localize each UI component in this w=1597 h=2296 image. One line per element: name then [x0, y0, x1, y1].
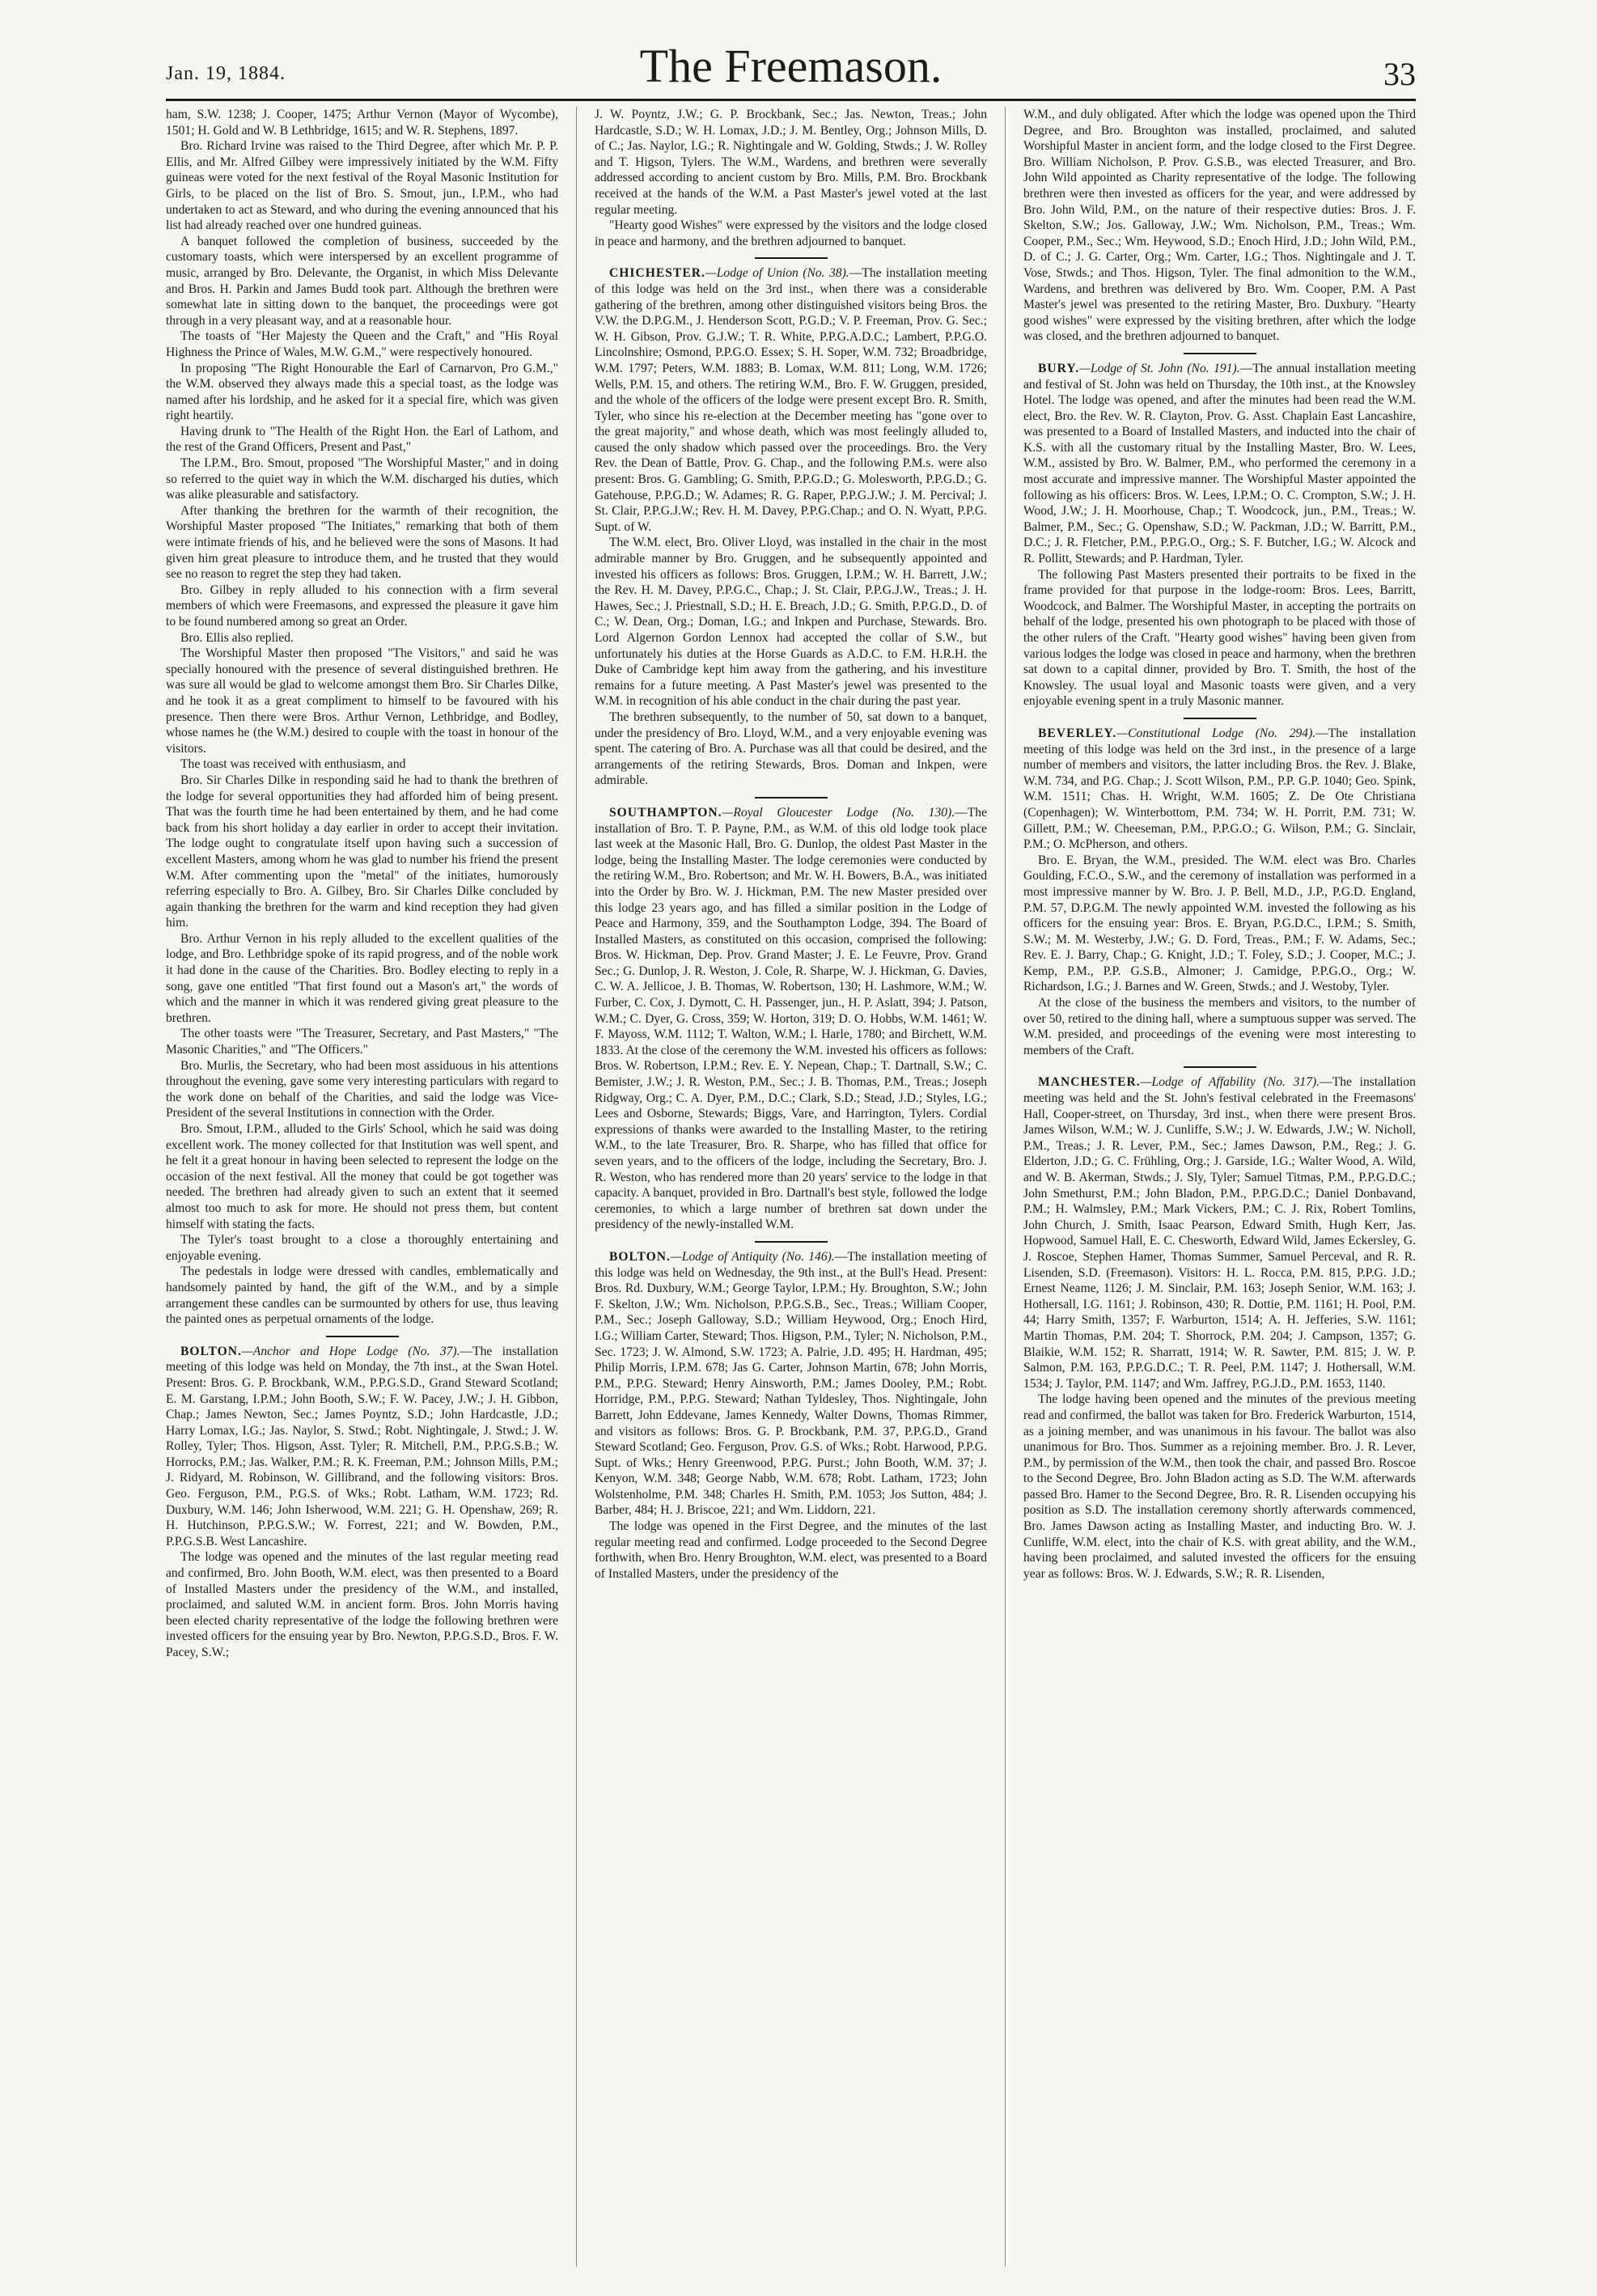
lodge-report-heading [595, 1249, 987, 1519]
report-town: BOLTON. [180, 1344, 242, 1358]
report-town: SOUTHAMPTON. [609, 805, 722, 820]
paragraph: The brethren subsequently, to the number of 50, sat down to a banquet, under the presidency of Bro. Lloyd, W.M., and a very enjoyable evening was spent. The catering of Bro. A. Purchase was all that could be desired, and the arrangements of the retiring Stewards, Bros. Doman and Inkpen, were admirable. [595, 710, 987, 788]
paragraph: The lodge having been opened and the minutes of the previous meeting read and confirmed, the ballot was taken for Bro. Frederick Warburton, 1514, as a joining member, and was unanimous in his favour. The ballot was also unanimous for Bro. Thos. Summer as a rejoining member. Bro. J. R. Lever, P.M., by permission of the W.M., then took the chair, and passed Bro. Roscoe to the Second Degree, Bro. John Bladon acting as S.D. The W.M. afterwards passed Bro. Hamer to the Second Degree, Bro. R. R. Lisenden occupying his position as S.D. The installation ceremony shortly afterwards commenced, Bro. James Dawson acting as Installing Master, and inducting Bro. W. J. Cunliffe, W.M. elect, into the chair of K.S. with great ability, and the W.M., having been proclaimed, and saluted invested the officers for the ensuing year as follows: Bros. W. J. Edwards, S.W.; R. R. Lisenden, [1023, 1392, 1416, 1581]
report-town: BOLTON. [609, 1249, 671, 1264]
column-3 [1023, 107, 1416, 2267]
report-text: —The installation meeting of this lodge was held on Wednesday, the 9th inst., at the Bull's Head. Present: Bros. Rd. Duxbury, W.M.; George Taylor, I.P.M.; Hy. Broughton, S.W.; John F. Skelton, J.W.; Wm. Nicholson, P.P.G.S.B., Sec., Treas.; William Cooper, P.M., Sec.; Joseph Galloway, S.D.; William Heywood, Org.; Enoch Hird, I.G.; William Carter, Steward; Thos. Higson, P.M., Tyler; N. Nicholson, P.M., Sec. 1723; J. W. Almond, S.W. 1723; A. Palrie, J.D. 495; H. Hardman, 495; Philip Morris, I.P.M. 678; Jas G. Carter, Johnson Martin, 678; John Morris, P.M., P.P.G. Steward; Henry Ainsworth, P.M.; James Dooley, P.M.; Robt. Horridge, P.M., P.P.G. Steward; Nathan Tyldesley, Thos. Nightingale, John Barrett, John Eddevane, James Kennedy, Walter Downs, Thomas Rimmer, and visitors as follows: Bros. G. P. Brockbank, P.M. 37, P.P.G.D., Grand Steward Scotland; Geo. Ferguson, Prov. G.S. of Wks.; Robt. Harwood, P.P.G. Supt. of Wks.; Henry Greenwood, P.P.G. Purst.; John Booth, W.M. 37; J. Kenyon, W.M. 348; George Nabb, W.M. 678; Robt. Latham, 1723; John Wolstenholme, P.M. 348; Charles H. Smith, P.M. 1053; Jos Sutton, 484; J. Barber, 484; H. J. Briscoe, 221; and Wm. Liddorn, 221. [595, 1249, 987, 1518]
report-text: —The installation meeting of this lodge was held on the 3rd inst., in the presence of a large number of members and visitors, the latter including Bros. the Rev. J. Blake, W.M. 734, and P.G. Chap.; J. Scott Wilson, P.M., P.P. G.P. 1040; Geo. Spink, W.M. 1511; Chas. H. Wright, W.M. 1605; Z. De Ote Christiana (Copenhagen); W. Winterbottom, P.M. 734; W. H. Porrit, P.M. 731; W. Gillett, P.M.; W. Cheeseman, P.M., P.P.G.O.; G. Wilson, P.M.; G. Sinclair, P.M.; O. McPherson, and others. [1023, 726, 1416, 852]
report-lodge-name: —Lodge of Antiquity (No. 146). [670, 1249, 835, 1264]
paragraph: Bro. E. Bryan, the W.M., presided. The W.M. elect was Bro. Charles Goulding, F.C.O., S.W., and the ceremony of installation was performed in a most impressive manner by W. Bro. J. P. Bell, M.D., J.P., P.G.D. England, P.M. 57, D.P.G.M. The newly appointed W.M. invested the following as his officers for the ensuing year: Bros. E. Bryan, P.G.D.C., I.P.M.; S. Smith, S.W.; M. M. Westerby, J.W.; G. D. Ford, Treas., P.M.; F. W. Adams, Sec.; Rev. E. J. Barry, Chap.; G. Knight, J.D.; T. Foley, S.D.; J. Cooper, M.C.; J. Kemp, P.M., P.P. G.S.B., Almoner; J. Camidge, P.P.G.O., Org.; W. Richardson, I.G.; J. Barnes and W. Green, Stwds.; and J. Westoby, Tyler. [1023, 853, 1416, 994]
paragraph: The W.M. elect, Bro. Oliver Lloyd, was installed in the chair in the most admirable manner by Bro. Gruggen, and he subsequently appointed and invested his officers as follows: Bros. Gruggen, I.P.M.; W. H. Barrett, J.W.; the Rev. H. M. Davey, P.P.G.C., Chap.; J. St. Clair, P.P.G.J.W., Treas.; J. H. Hawes, Sec.; J. Priestnall, S.D.; H. E. Breach, J.D.; G. Smith, P.P.G.D., D. of C.; W. Dean, Org.; Doman, I.G.; and Inkpen and Purchase, Stewards. Bro. Lord Algernon Gordon Lennox had accepted the collar of S.W., but unfortunately his duties at the Horse Guards as A.D.C. to F.M. H.R.H. the Duke of Cambridge kept him away from the gathering, and his investiture remains for a future meeting. A Past Master's jewel was presented to the W.M. in recognition of his able conduct in the chair during the past year. [595, 536, 987, 709]
column-divider [1005, 107, 1006, 2267]
paragraph: The Worshipful Master then proposed "The Visitors," and said he was specially honoured with the presence of several distinguished brethren. He was sure all would be glad to welcome amongst them Bro. Sir Charles Dilke, and he took it as a great compliment to himself to be favoured with his presence. Then there were Bros. Arthur Vernon, Lethbridge, and Bodley, whose names he (the W.M.) desired to couple with the toast in honour of the visitors. [166, 646, 558, 756]
paragraph: A banquet followed the completion of business, succeeded by the customary toasts, which were interspersed by an excellent programme of music, arranged by Bro. Delevante, the Organist, in which Miss Delevante and Bros. H. Parkin and James Budd took part. Although the brethren were somewhat late in sitting down to the banquet, the proceedings were got through in a very pleasant way, and at a reasonable hour. [166, 234, 558, 328]
paragraph: Bro. Richard Irvine was raised to the Third Degree, after which Mr. P. P. Ellis, and Mr. Alfred Gilbey were impressively initiated by the W.M. Fifty guineas were voted for the next festival of the Royal Masonic Institution for Girls, to be placed on the list of Bro. S. Smout, jun., I.P.M., who had undertaken to act as Steward, and who during the evening announced that his list had already reached over one hundred guineas. [166, 139, 558, 233]
report-text: —The annual installation meeting and festival of St. John was held on Thursday, the 10th inst., at the Knowsley Hotel. The lodge was opened, and after the minutes had been read the W.M. elect, Bro. the Rev. W. R. Clayton, Prov. G. Asst. Chaplain East Lancashire, was presented to a Board of Installed Masters, and inducted into the chair of K.S. with all the customary ritual by the Installing Master, Bro. W. Lees, W.M., assisted by Bro. W. Balmer, P.M., who performed the ceremony in a most accurate and impressive manner. The Worshipful Master appointed the following as his officers: Bros. W. Lees, I.P.M.; O. C. Crompton, S.W.; J. H. Wood, J.W.; J. H. Moorhouse, Chap.; T. Woodcock, jun., P.M., Treas.; W. Balmer, P.M., Sec.; G. Openshaw, S.D.; W. Packman, J.D.; W. Barritt, P.M., D.C.; J. R. Fletcher, P.M., P.P.G.O., Org.; S. F. Butcher, I.G.; W. Alcock and R. Pollitt, Stewards; and P. Hardman, Tyler. [1023, 361, 1416, 566]
publication-title: The Freemason. [639, 40, 943, 92]
section-rule [1184, 1066, 1256, 1068]
paragraph: Bro. Sir Charles Dilke in responding said he had to thank the brethren of the lodge for several opportunities they had afforded him of being present. That was the fourth time he had been entertained by them, and he had come back from his short holiday a day earlier in order to accept their invitation. The lodge ought to congratulate itself upon having such a succession of excellent Masters, among whom he was glad to number his friend the present W.M. After commenting upon the "metal" of the initiates, humorously referring especially to Bro. A. Gilbey, Bro. Sir Charles Dilke concluded by again thanking the brethren for the warm and kind reception they had given him. [166, 773, 558, 930]
paragraph: Bro. Arthur Vernon in his reply alluded to the excellent qualities of the lodge, and Bro. Lethbridge spoke of its rapid progress, and of the noble work it had done in the cause of the Charities. Bro. Bodley electing to reply in a song, gave one entitled "That first found out a Mason's art," the words of which and the manner in which it was rendered giving great pleasure to the brethren. [166, 931, 558, 1025]
report-town: BURY. [1038, 361, 1080, 375]
lodge-report-heading [595, 805, 987, 1233]
report-town: CHICHESTER. [609, 266, 705, 281]
article-columns [166, 107, 1416, 2267]
lodge-report-heading [1023, 1074, 1416, 1392]
report-text: —The installation meeting was held and the St. John's festival celebrated in the Freemasons' Hall, Cooper-street, on Thursday, 3rd inst., when there were present Bros. James Wilson, W.M.; W. J. Cunliffe, S.W.; J. W. Edwards, J.W.; W. Nicholl, P.M., Treas.; J. R. Lever, P.M., Sec.; James Dawson, P.M., Reg.; J. G. Elderton, J.D.; G. C. Frühling, Org.; J. Garside, I.G.; Walter Wood, A. Wild, and W. B. Akerman, Stwds.; J. Sly, Tyler; Samuel Titmas, P.M., P.P.G.D.C.; John Smethurst, P.M.; John Bladon, P.M., P.P.G.D.C.; Daniel Donbavand, P.M.; H. Walmsley, P.M.; Mark Vickers, P.M.; C. J. Rix, Robert Tomlins, John Church, J. Smith, Isaac Pearson, Edward Smith, Hugh Kerr, Jas. Hopwood, Samuel Hall, E. C. Chesworth, Edward Wild, James Eckersley, G. J. Roscoe, Stephen Hamer, Thomas Summer, Samuel Perceval, and R. R. Lisenden, S.D. (Freemason). Visitors: H. L. Rocca, P.M. 815, P.P.G. J.D.; Ernest Neame, 1126; J. M. Sinclair, P.M. 163; Joseph Senior, W.M. 163; J. Hothersall, I.G. 1161; J. Robinson, 430; R. Dottie, P.M. 1161; H. Pool, P.M. 44; Harry Smith, 1357; F. Warburton, 1514; A. H. Jefferies, S.W. 1161; Martin Thomas, P.M. 204; T. Shorrock, P.M. 204; J. Campson, 1357; G. Blaikie, W.M. 152; R. Sharratt, 1914; W. R. Sawter, P.M. 815; J. W. P. Salmon, P.M. 163, P.P.G.D.C.; T. R. Peel, P.M. 1147; J. Hothersall, W.M. 1534; J. Taylor, P.M. 1147; and Wm. Jaffrey, P.G.J.D., P.M. 1653, 1140. [1023, 1075, 1416, 1391]
paragraph: W.M., and duly obligated. After which the lodge was opened upon the Third Degree, and Bro. Broughton was installed, proclaimed, and saluted Worshipful Master in ancient form, and the lodge closed to the First Degree. Bro. William Nicholson, P. Prov. G.S.B., was elected Treasurer, and Bro. John Wild appointed as Charity representative of the lodge. The following brethren were then invested as officers for the year, and were addressed by Bro. John Wild, P.M., on the nature of their respective duties: Bros. J. F. Skelton, S.W.; Jos. Galloway, J.W.; Wm. Nicholson, P.M., Treas.; Wm. Cooper, P.M., Sec.; Wm. Heywood, S.D.; Enoch Hird, J.D.; John Wild, P.M., D. of C.; J. G. Carter, Org.; Wm. Carter, I.G.; Thos. Nightingale and J. T. Vose, Stwds.; and Thos. Higson, Tyler. The final admonition to the W.M., Wardens, and brethren was delivered by Bro. Wm. Cooper, P.M. A Past Master's jewel was presented to the retiring Master, Bro. Duxbury. "Hearty good wishes" were expressed by the visiting brethren, after which the lodge was closed, and the brethren adjourned to banquet. [1023, 108, 1416, 344]
paragraph: The pedestals in lodge were dressed with candles, emblematically and handsomely painted by hand, the gift of the W.M., and by a simple arrangement these candles can be surmounted by others for use, thus leaving the painted ones as perpetual ornaments of the lodge. [166, 1264, 558, 1327]
paragraph: The toasts of "Her Majesty the Queen and the Craft," and "His Royal Highness the Prince of Wales, M.W. G.M.," were respectively honoured. [166, 329, 558, 359]
lodge-report-heading [1023, 726, 1416, 853]
paragraph: After thanking the brethren for the warmth of their recognition, the Worshipful Master proposed "The Initiates," remarking that both of them were intimate friends of his, and he believed were the sons of Masons. It had given him great pleasure to introduce them, and he trusted that they would see no reason to regret the step they had taken. [166, 503, 558, 582]
report-lodge-name: —Lodge of St. John (No. 191). [1079, 361, 1240, 375]
paragraph: The following Past Masters presented their portraits to be fixed in the frame provided for that purpose in the lodge-room: Bros. Lees, Barritt, Woodcock, and Balmer. The Worshipful Master, in accepting the portraits on behalf of the lodge, presented his own photograph to be placed with those of the other rulers of the Craft. "Hearty good wishes" having been given from various lodges the lodge was closed in peace and harmony, when the brethren sat down to a capital dinner, provided by Bro. T. Smith, the host of the Knowsley. The usual loyal and Masonic toasts were given, and a very enjoyable evening spent in a truly Masonic manner. [1023, 567, 1416, 709]
paragraph: The lodge was opened in the First Degree, and the minutes of the last regular meeting read and confirmed. Lodge proceeded to the Second Degree forthwith, when Bro. Henry Broughton, W.M. elect, was presented to a Board of Installed Masters, under the presidency of the [595, 1519, 987, 1581]
section-rule [755, 797, 828, 799]
column-2 [595, 107, 987, 2267]
lodge-report-heading [166, 1344, 558, 1550]
masthead [166, 40, 1416, 101]
report-text: —The installation of Bro. T. P. Payne, P.M., as W.M. of this old lodge took place last week at the Masonic Hall, Bro. G. Dunlop, the oldest Past Master in the lodge, being the Installing Master. The lodge ceremonies were conducted by the retiring W.M., Bro. Robertson; and Mr. W. H. Bowers, B.A., was initiated into the Order by Bro. W. J. Hickman, P.M. The new Master presided over this lodge 23 years ago, and has filled a similar position in the Lodge of Peace and Harmony, 359, and the Southampton Lodge, 394. The Board of Installed Masters, as constituted on this occasion, comprised the following: Bros. W. Hickman, Dep. Prov. Grand Master; J. E. Le Feuvre, Prov. Grand Sec.; G. Dunlop, J. R. Weston, J. Cole, R. Sharpe, W. J. Hickman, G. Davies, C. W. A. Jellicoe, J. B. Thomas, W. Robertson, 130; H. Lashmore, W.M.; W. Furber, C. Cox, J. Dymott, C. H. Passenger, jun., H. P. Aslatt, 394; J. Patson, W.M.; C. Dyer, G. Cross, 359; W. Horton, 319; D. O. Hobbs, W.M. 1461; W. F. Mayoss, W.M. 1112; T. Walton, W.M.; I. Harle, 1780; and Birchett, W.M. 1833. At the close of the ceremony the W.M. invested his officers as follows: Bros. W. Robertson, I.P.M.; Rev. E. Y. Nepean, Chap.; T. Dartnall, S.W.; C. Bemister, J.W.; J. R. Weston, P.M., Sec.; J. B. Thomas, P.M., Treas.; Joseph Ridgway, Org.; C. A. Dyer, P.M., D.C.; Clark, S.D.; Stead, J.D.; Styles, I.G.; Lees and Osborne, Stewards; Biggs, Vare, and Harrington, Tylers. Cordial expressions of thanks were awarded to the Installing Master, to the retiring W.M., to the late Treasurer, Bro. R. Sharpe, who has filled that office for seven years, and to the officers of the lodge, including the Secretary, Bro. J. R. Weston, who has rendered more than 20 years' service to the lodge in that capacity. A banquet, provided in Bro. Dartnall's best style, followed the lodge ceremonies, to which a large number of brethren sat down under the presidency of the newly-installed W.M. [595, 805, 987, 1232]
paragraph: ham, S.W. 1238; J. Cooper, 1475; Arthur Vernon (Mayor of Wycombe), 1501; H. Gold and W. B Lethbridge, 1615; and W. R. Stephens, 1897. [166, 108, 558, 138]
paragraph: "Hearty good Wishes" were expressed by the visitors and the lodge closed in peace and harmony, and the brethren adjourned to banquet. [595, 218, 987, 248]
paragraph: J. W. Poyntz, J.W.; G. P. Brockbank, Sec.; Jas. Newton, Treas.; John Hardcastle, S.D.; W. H. Lomax, J.D.; J. M. Bentley, Org.; Johnson Mills, D. of C.; Jas. Naylor, I.G.; R. Nightingale and W. Golding, Stwds.; J. W. Rolley and T. Higson, Tylers. The W.M., Wardens, and brethren were severally addressed according to ancient custom by Bro. Mills, P.M. Bro. Brockbank received at the hands of the W.M. a Past Master's jewel voted at the last regular meeting. [595, 108, 987, 217]
report-text: —The installation meeting of this lodge was held on the 3rd inst., when there was a considerable gathering of the brethren, among other distinguished visitors being Bros. the V.W. the D.P.G.M., J. Henderson Scott, P.G.D.; V. P. Freeman, Prov. G. Sec.; W. H. Gibson, Prov. G.J.W.; T. R. White, P.P.G.A.D.C.; Lambert, P.P.G.O. Lincolnshire; Osmond, P.P.G.O. Essex; S. H. Soper, W.M. 732; Broadbridge, W.M. 1797; Peters, W.M. 1883; B. Lomax, W.M. 811; Long, W.M. 1726; Wells, P.M. 15, and others. The retiring W.M., Bro. F. W. Gruggen, presided, and the whole of the officers of the lodge were present except Bro. R. Smith, Tyler, who since his re-election at the December meeting has "gone over to the great majority," and whose death, which was most feelingly alluded to, caused the only shadow which passed over the proceedings. Bro. the Very Rev. the Dean of Battle, Prov. G. Chap., and the following P.M.s. were also present: Bros. G. Gambling; G. Smith, P.P.G.D.; G. Molesworth, P.P.G.D.; G. Gatehouse, P.P.G.D.; W. Adames; R. G. Raper, P.P.G.J.W.; J. M. Percival; J. St. Clair, P.P.G.J.W.; Rev. H. M. Davey, P.P.G.Chap.; and O. N. Wyatt, P.P.G. Supt. of W. [595, 266, 987, 534]
paragraph: The other toasts were "The Treasurer, Secretary, and Past Masters," "The Masonic Charities," and "The Officers." [166, 1027, 558, 1057]
lodge-report-heading [1023, 361, 1416, 567]
paragraph: Bro. Murlis, the Secretary, who had been most assiduous in his attentions throughout the evening, gave some very interesting particulars with regard to the work done on behalf of the Charities, and said the lodge was Vice-President of the several Institutions in connection with the Order. [166, 1058, 558, 1120]
paragraph: The I.P.M., Bro. Smout, proposed "The Worshipful Master," and in doing so referred to the quiet way in which the W.M. discharged his duties, which was alike pleasurable and satisfactory. [166, 456, 558, 502]
paragraph: At the close of the business the members and visitors, to the number of over 50, retired to the dining hall, where a sumptuous supper was served. The W.M. presided, and proceedings of the evening were most interesting to members of the Craft. [1023, 996, 1416, 1057]
report-lodge-name: —Anchor and Hope Lodge (No. 37). [241, 1344, 460, 1358]
section-rule [326, 1336, 399, 1337]
paragraph: The lodge was opened and the minutes of the last regular meeting read and confirmed, Bro. John Booth, W.M. elect, was then presented to a Board of Installed Masters under the presidency of the W.M., and installed, proclaimed, and saluted W.M. in ancient form. Bros. John Morris having been elected charity representative of the lodge the following brethren were invested officers for the ensuing year by Bro. Newton, P.P.G.S.D., Bros. F. W. Pacey, S.W.; [166, 1550, 558, 1659]
report-town: BEVERLEY. [1038, 726, 1117, 740]
column-1 [166, 107, 558, 2267]
issue-date: Jan. 19, 1884. [166, 63, 286, 84]
report-lodge-name: —Constitutional Lodge (No. 294). [1116, 726, 1316, 740]
section-rule [755, 1241, 828, 1243]
report-text: —The installation meeting of this lodge was held on Monday, the 7th inst., at the Swan Hotel. Present: Bros. G. P. Brockbank, W.M., P.P.G.S.D., Grand Steward Scotland; E. M. Garstang, I.P.M.; John Booth, S.W.; F. W. Pacey, J.W.; J. H. Gibbon, Chap.; James Newton, Sec.; James Poyntz, S.D.; John Hardcastle, J.D.; Harry Lomax, I.G.; Jas. Naylor, S. Stwd.; Robt. Nightingale, J. Stwd.; J. W. Rolley, Tyler; Thos. Higson, Asst. Tyler; R. Mitchell, P.M., P.P.G.S.B.; W. Horrocks, P.M.; Jas. Walker, P.M.; R. K. Freeman, P.M.; Johnson Mills, P.M.; J. Ridyard, M. Robinson, W. Gillibrand, and the following visitors: Bros. Geo. Ferguson, P.M., P.G.S. of Wks.; Robt. Latham, W.M. 1723; Rd. Duxbury, W.M. 146; John Isherwood, W.M. 221; G. H. Openshaw, 269; R. H. Hutchinson, P.P.G.S.W.; W. Forrest, 221; and W. Bowden, P.M., P.P.G.S.B. West Lancashire. [166, 1344, 558, 1548]
paragraph: Bro. Smout, I.P.M., alluded to the Girls' School, which he said was doing excellent work. The money collected for that Institution was well spent, and he felt it a great honour in having been selected to represent the lodge on the occasion of the next festival. All the money that could be got together was needed. The brethren had already given to such an extent that it seemed almost too much to ask for more. He should not press them, but content himself with stating the facts. [166, 1122, 558, 1231]
report-town: MANCHESTER. [1038, 1075, 1141, 1090]
section-rule [1184, 718, 1256, 719]
paragraph: The toast was received with enthusiasm, and [180, 757, 406, 772]
report-lodge-name: —Royal Gloucester Lodge (No. 130). [722, 805, 955, 820]
section-rule [1184, 353, 1256, 354]
paragraph: The Tyler's toast brought to a close a thoroughly entertaining and enjoyable evening. [166, 1233, 558, 1263]
report-lodge-name: —Lodge of Union (No. 38). [705, 266, 849, 281]
section-rule [755, 257, 828, 259]
paragraph: Bro. Ellis also replied. [180, 630, 294, 645]
report-lodge-name: —Lodge of Affability (No. 317). [1140, 1075, 1320, 1090]
column-divider [576, 107, 577, 2267]
page-number: 33 [1383, 56, 1416, 92]
lodge-report-heading [595, 265, 987, 535]
paragraph: Bro. Gilbey in reply alluded to his connection with a firm several members of which were Freemasons, and expressed the pleasure it gave him to be found numbered among so great an Order. [166, 582, 558, 629]
paragraph: Having drunk to "The Health of the Right Hon. the Earl of Lathom, and the rest of the Grand Officers, Present and Past," [166, 424, 558, 455]
paragraph: In proposing "The Right Honourable the Earl of Carnarvon, Pro G.M.," the W.M. observed they always made this a special toast, as the lodge was named after his lordship, and he asked for it a special fire, which was given right heartily. [166, 361, 558, 423]
